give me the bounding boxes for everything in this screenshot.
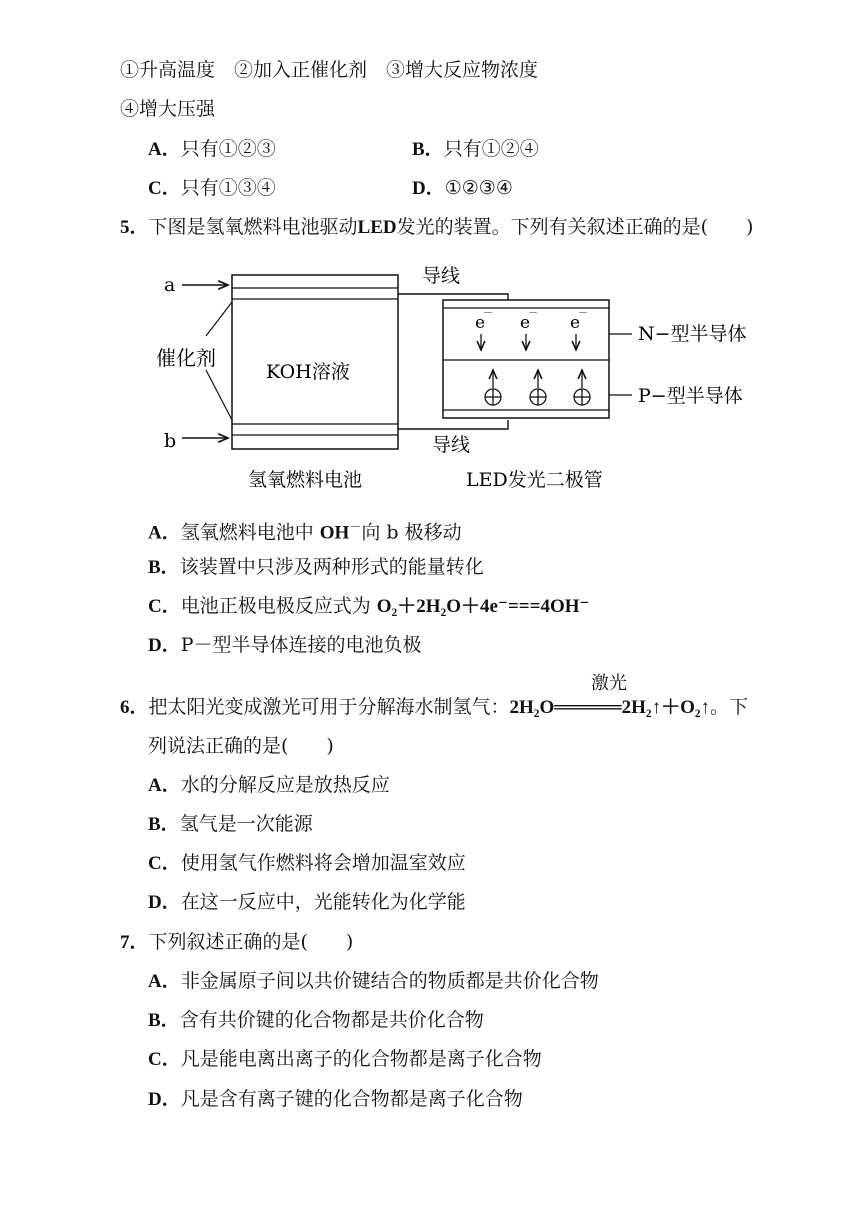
- wire-top-label: 导线: [422, 265, 461, 287]
- wire-bottom: [398, 420, 508, 429]
- q5-stem: 5．下图是氢氧燃料电池驱动LED发光的装置。下列有关叙述正确的是( ): [120, 216, 754, 238]
- q6-reaction-equation: 2H₂O═════2H₂↑＋O₂↑: [509, 697, 711, 718]
- caption-led: LED发光二极管: [466, 469, 603, 491]
- svg-text:－: －: [483, 308, 493, 319]
- q7-option-b: B．含有共价键的化合物都是共价化合物: [148, 1009, 484, 1031]
- q4-option-d: D．①②③④: [412, 177, 513, 199]
- q5-option-a: A．氢氧燃料电池中 OH－向 b 极移动: [148, 520, 462, 544]
- fuel-cell-led-diagram: [150, 258, 770, 498]
- catalyst-label: 催化剂: [156, 346, 216, 370]
- electron-group: [475, 308, 588, 350]
- wire-top: [398, 294, 508, 300]
- label-b: b: [164, 430, 177, 452]
- q6-option-d: D．在这一反应中，光能转化为化学能: [148, 891, 466, 913]
- catalyst-pointer-bottom: [206, 370, 232, 420]
- hole-group: [485, 370, 590, 405]
- q7-stem: 7．下列叙述正确的是( ): [120, 931, 354, 953]
- q4-option-b: B．只有①②④: [412, 138, 539, 160]
- catalyst-pointer-top: [206, 302, 232, 336]
- p-type-label: P−型半导体: [638, 385, 743, 407]
- q7-option-c: C．凡是能电离出离子的化合物都是离子化合物: [148, 1048, 542, 1070]
- wire-bottom-label: 导线: [432, 434, 471, 456]
- q5-option-c: C．电池正极电极反应式为 O₂＋2H₂O＋4e⁻===4OH⁻: [148, 595, 590, 617]
- q4-conditions-line2: ④增大压强: [120, 98, 216, 120]
- q6-option-c: C．使用氢气作燃料将会增加温室效应: [148, 852, 466, 874]
- label-a: a: [164, 274, 176, 296]
- n-type-label: N−型半导体: [638, 323, 747, 345]
- q6-option-a: A．水的分解反应是放热反应: [148, 774, 390, 796]
- svg-text:－: －: [528, 308, 538, 319]
- q6-stem: 6．把太阳光变成激光可用于分解海水制氢气：2H₂O═════2H₂↑＋O₂↑。下: [120, 696, 749, 718]
- q4-conditions-line1: ①升高温度 ②加入正催化剂 ③增大反应物浓度: [120, 59, 539, 81]
- q6-stem-line2: 列说法正确的是( ): [148, 735, 334, 757]
- q4-option-c: C．只有①③④: [148, 177, 276, 199]
- koh-label: KOH溶液: [266, 361, 350, 383]
- q7-option-d: D．凡是含有离子键的化合物都是离子化合物: [148, 1088, 523, 1110]
- q5-option-b: B．该装置中只涉及两种形式的能量转化: [148, 556, 484, 578]
- q5-option-d: D．P－型半导体连接的电池负极: [148, 634, 422, 656]
- q6-reaction-condition: 激光: [591, 673, 627, 694]
- svg-text:e: e: [475, 313, 486, 333]
- q4-option-a: A．只有①②③: [148, 138, 276, 160]
- q6-option-b: B．氢气是一次能源: [148, 813, 313, 835]
- svg-text:e: e: [570, 313, 581, 333]
- svg-text:－: －: [578, 308, 588, 319]
- caption-fuel-cell: 氢氧燃料电池: [248, 469, 363, 491]
- q7-option-a: A．非金属原子间以共价键结合的物质都是共价化合物: [148, 970, 599, 992]
- svg-text:e: e: [520, 313, 531, 333]
